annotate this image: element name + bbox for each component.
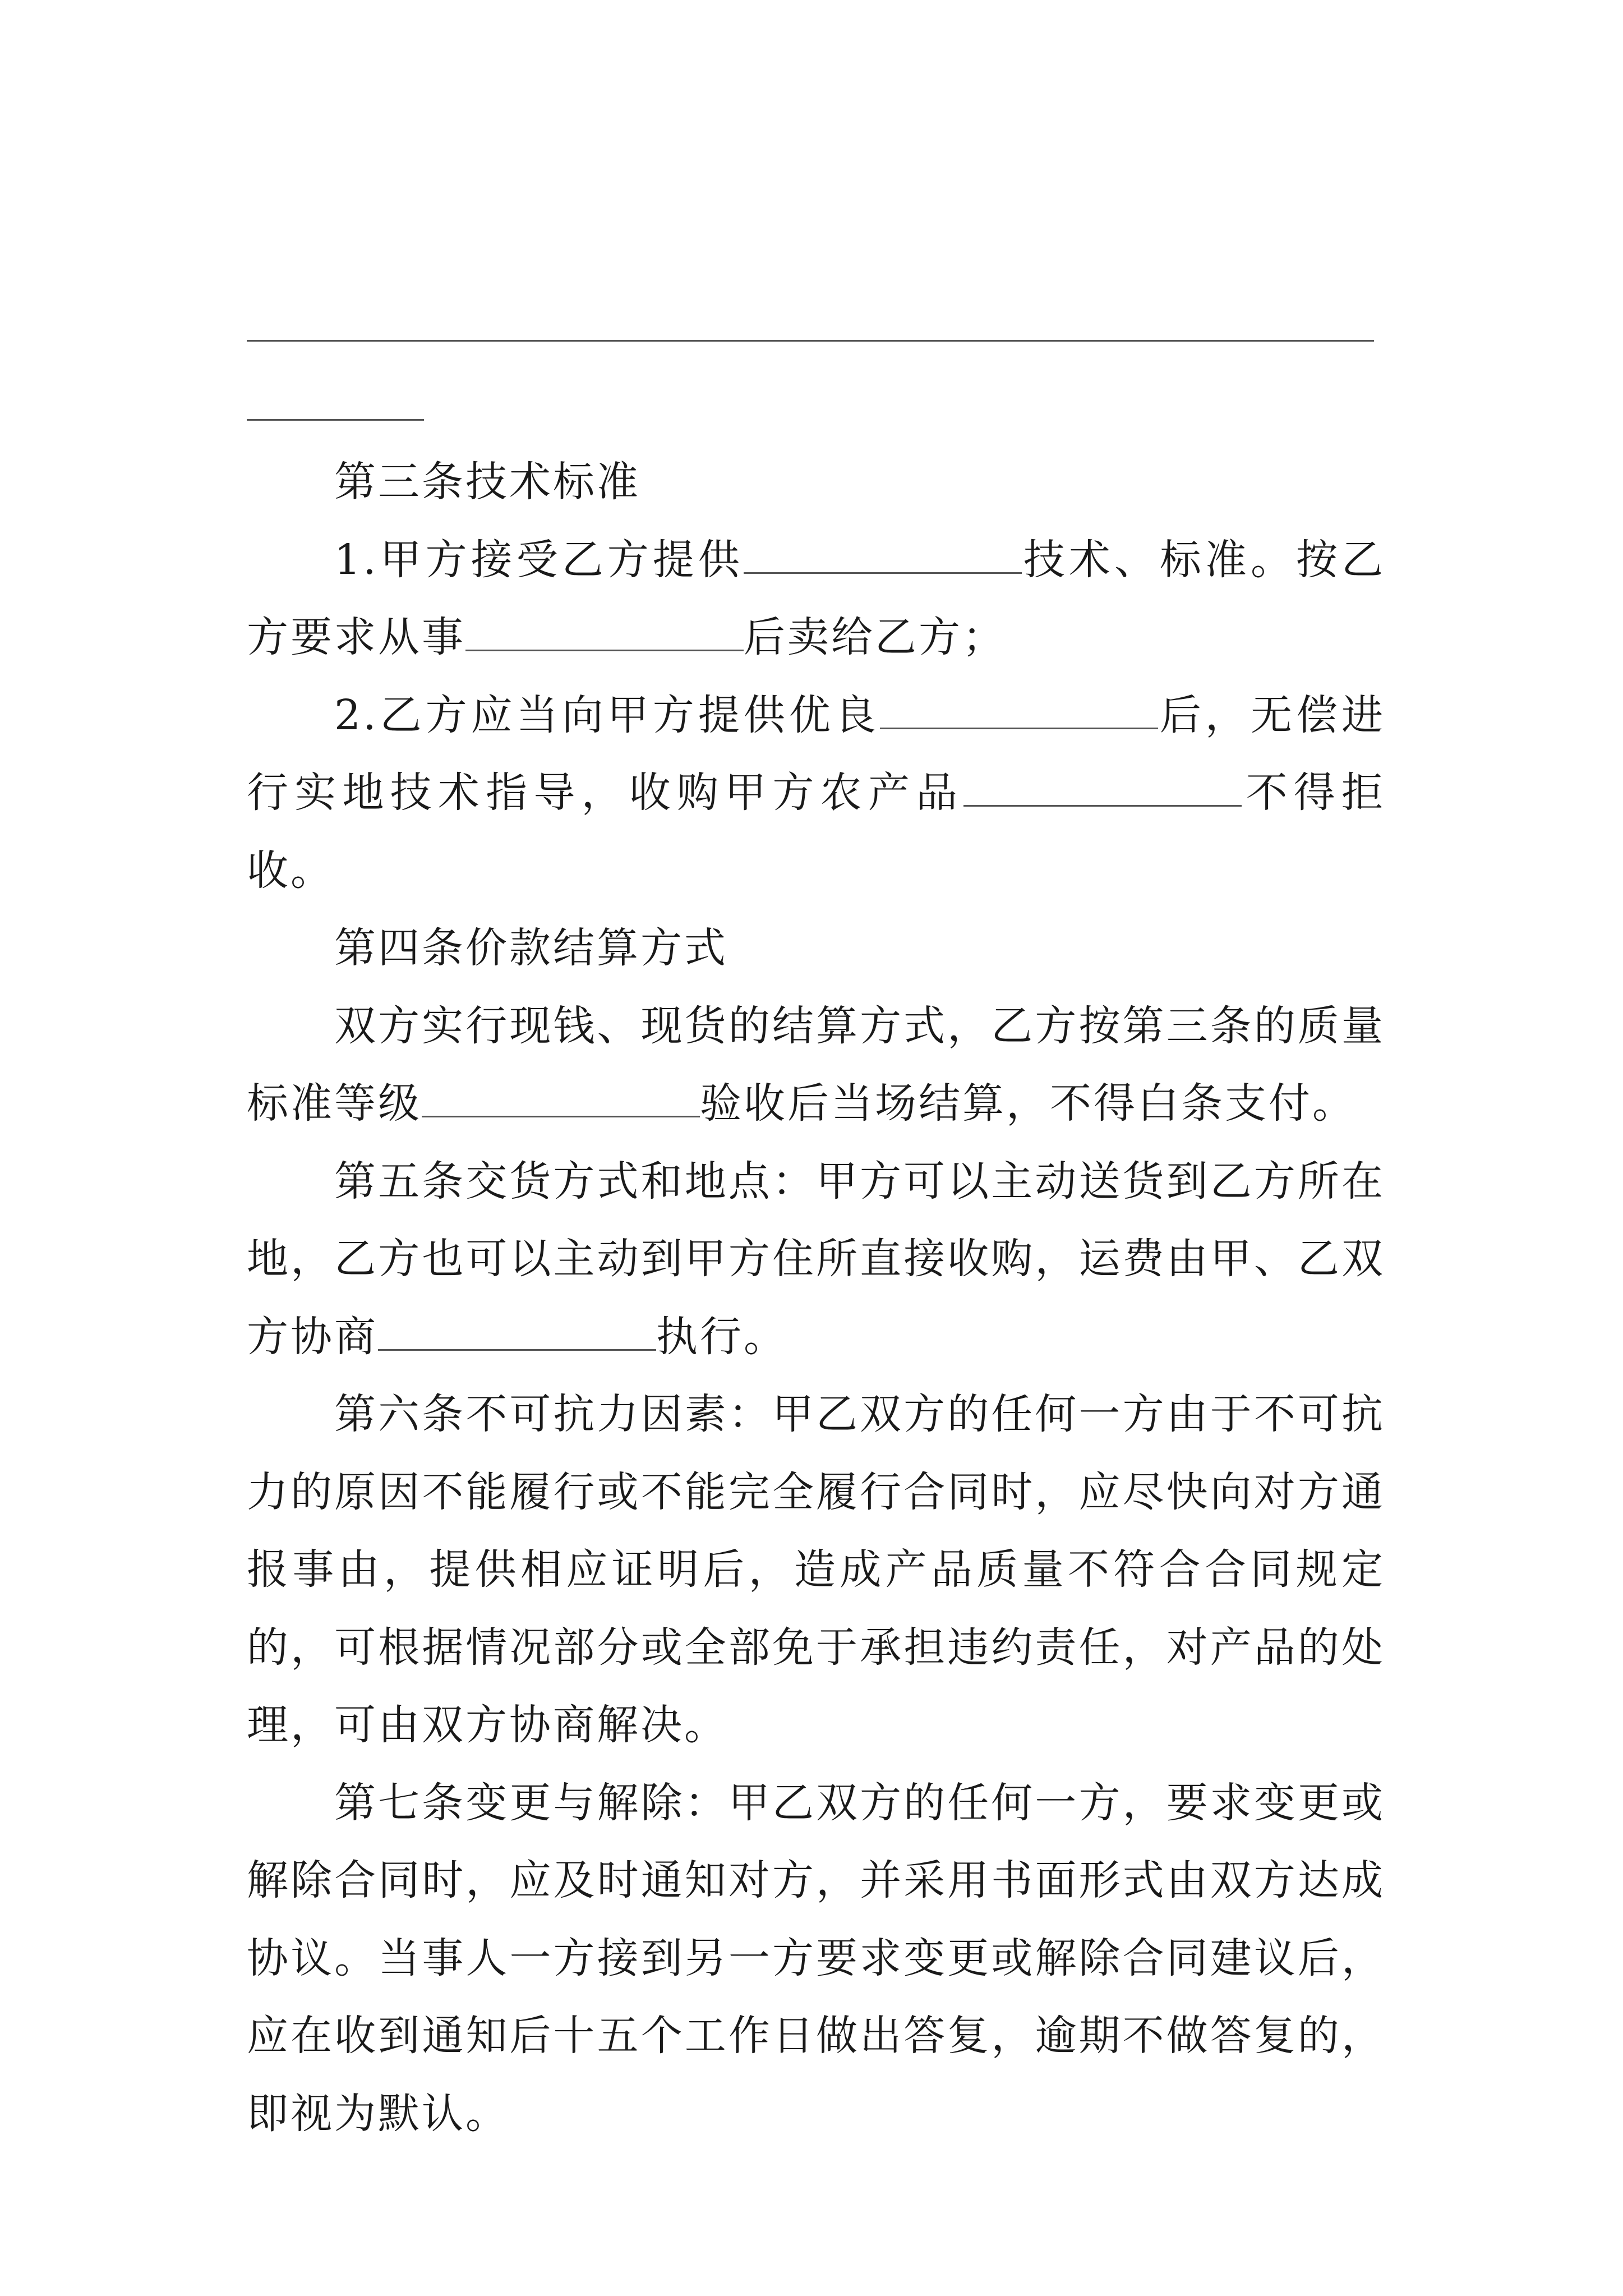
article-3-item-1 [247, 521, 1385, 677]
article-3-item-2-text-b: 后，无偿进行实地技术指导，收购甲方农产品 [247, 691, 1386, 817]
fill-in-line-continuation [247, 419, 424, 421]
article-4-text-a: 双方实行现钱、现货的结算方式，乙方按第三条的质量标准等级 [247, 1001, 1385, 1128]
article-7-body: 第七条变更与解除：甲乙双方的任何一方，要求变更或解除合同时，应及时通知对方，并采用书面形式由双方达成协议。当事人一方接到另一方要求变更或解除合同建议后，应在收到通知后十五个工作日做出答复，逾期不做答复的，即视为默认。 [247, 1778, 1385, 2138]
article-4-heading: 第四条价款结算方式 [334, 924, 728, 972]
article-5-text-a: 第五条交货方式和地点：甲方可以主动送货到乙方所在地，乙方也可以主动到甲方住所直接收购，运费由甲、乙双方协商 [247, 1157, 1385, 1361]
article-3-heading: 第三条技术标准 [334, 458, 640, 506]
article-3-item-1-text-b: 技术、标准。按乙方要求从事 [247, 535, 1385, 661]
article-3-item-2 [247, 677, 1385, 910]
article-5-text-b: 执行。 [656, 1312, 787, 1361]
blank-supply [880, 694, 1158, 729]
blank-produce [963, 771, 1242, 807]
blank-production [465, 616, 744, 651]
article-3-item-1-text-a: 1.甲方接受乙方提供 [334, 535, 744, 584]
article-5-body [247, 1143, 1385, 1376]
fill-in-line-top [247, 340, 1374, 342]
blank-technology [744, 539, 1022, 574]
article-3-item-2-text-c: 不得拒收。 [247, 769, 1386, 895]
article-3-item-2-text-a: 2.乙方应当向甲方提供优良 [334, 691, 880, 739]
article-4-body [247, 987, 1385, 1143]
article-6-body: 第六条不可抗力因素：甲乙双方的任何一方由于不可抗力的原因不能履行或不能完全履行合同时，应尽快向对方通报事由，提供相应证明后，造成产品质量不符合合同规定的，可根据情况部分或全部免于承担违约责任，对产品的处理，可由双方协商解决。 [247, 1390, 1385, 1749]
blank-grade [422, 1082, 700, 1117]
article-4-text-b: 验收后当场结算，不得白条支付。 [700, 1079, 1356, 1128]
article-3-item-1-text-c: 后卖给乙方； [744, 613, 1006, 661]
contract-body [247, 443, 1385, 2152]
blank-freight [378, 1315, 656, 1351]
